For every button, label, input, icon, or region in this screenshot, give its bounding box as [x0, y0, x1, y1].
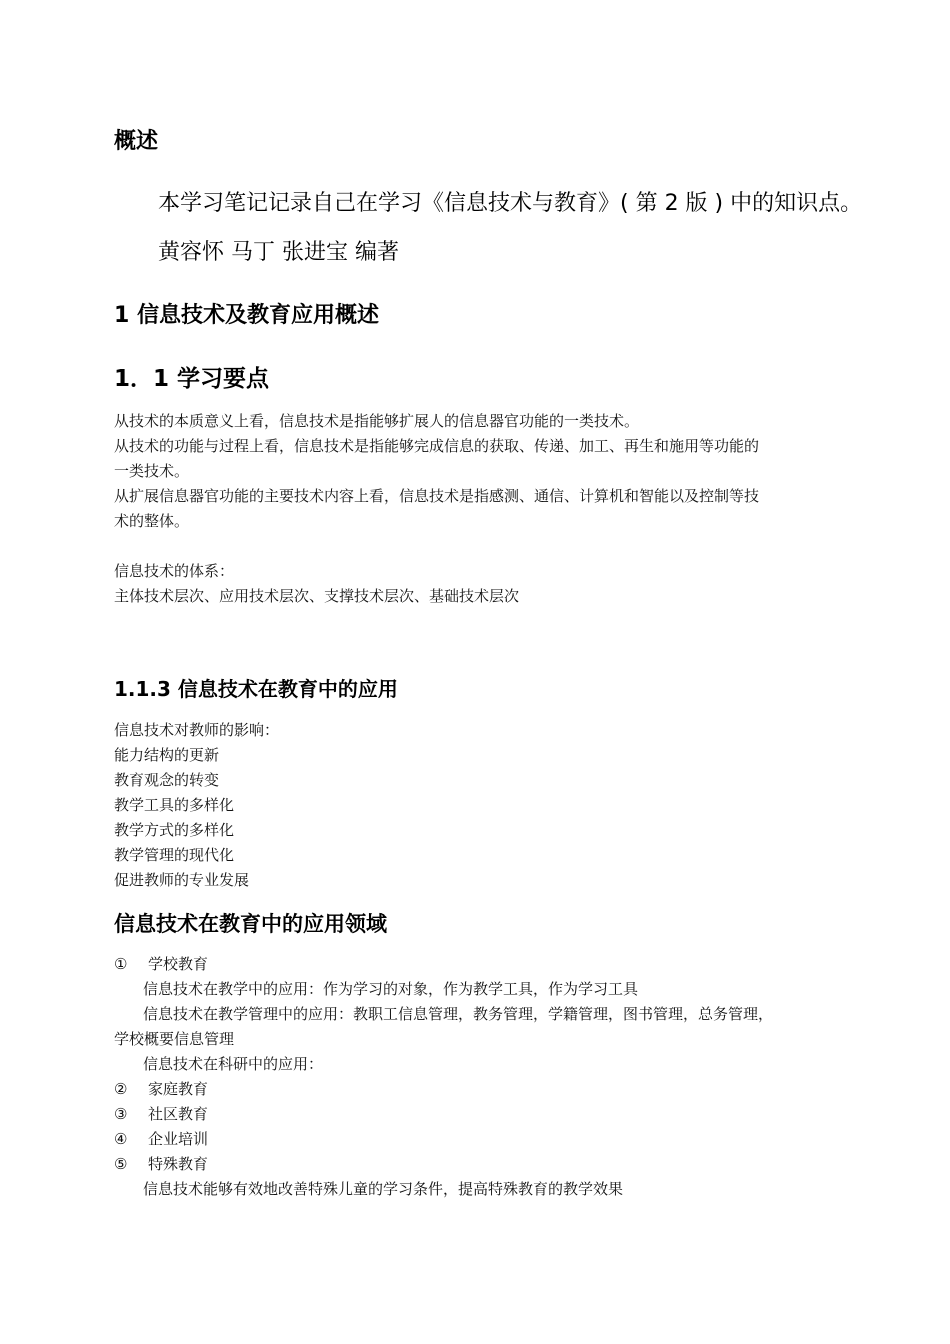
teacher-impact-item: 教育观念的转变 [114, 771, 220, 789]
teacher-impact-item: 促进教师的专业发展 [114, 871, 250, 889]
overview-intro: 本学习笔记记录自己在学习《信息技术与教育》( 第 2 版 ) 中的知识点。 [158, 191, 863, 216]
list-subitem: 信息技术能够有效地改善特殊儿童的学习条件，提高特殊教育的教学效果 [143, 1180, 624, 1198]
overview-heading: 概述 [114, 129, 159, 154]
list-subitem: 信息技术在教学管理中的应用：教职工信息管理，教务管理，学籍管理，图书管理，总务管理， [143, 1005, 774, 1023]
list-subitem-continuation: 学校概要信息管理 [114, 1030, 235, 1048]
list-item: ⑤ 特殊教育 [114, 1152, 208, 1177]
system-label: 信息技术的体系： [114, 562, 235, 580]
circled-number-4: ④ [114, 1130, 128, 1148]
section-1-1-paragraph: 术的整体。 [114, 512, 190, 530]
circled-number-2: ② [114, 1080, 128, 1098]
list-subitem: 信息技术在科研中的应用： [143, 1055, 324, 1073]
teacher-impact-item: 能力结构的更新 [114, 746, 220, 764]
circled-number-3: ③ [114, 1105, 128, 1123]
teacher-impact-item: 教学工具的多样化 [114, 796, 235, 814]
list-item: ④ 企业培训 [114, 1127, 208, 1152]
system-levels: 主体技术层次、应用技术层次、支撑技术层次、基础技术层次 [114, 587, 520, 605]
application-fields-title: 信息技术在教育中的应用领域 [114, 912, 387, 936]
chapter-1-title: 1 信息技术及教育应用概述 [114, 303, 379, 328]
section-1-1-paragraph: 从技术的本质意义上看，信息技术是指能够扩展人的信息器官功能的一类技术。 [114, 412, 640, 430]
section-1-1-title: 1．1 学习要点 [114, 366, 270, 392]
section-1-1-paragraph: 从技术的功能与过程上看，信息技术是指能够完成信息的获取、传递、加工、再生和施用等功能的 [114, 437, 760, 455]
section-1-1-paragraph: 从扩展信息器官功能的主要技术内容上看，信息技术是指感测、通信、计算机和智能以及控制等技 [114, 487, 760, 505]
list-subitem: 信息技术在教学中的应用：作为学习的对象，作为教学工具，作为学习工具 [143, 980, 639, 998]
teacher-impact-item: 教学管理的现代化 [114, 846, 235, 864]
teacher-impact-label: 信息技术对教师的影响： [114, 721, 280, 739]
section-1-1-3-title: 1.1.3 信息技术在教育中的应用 [114, 677, 398, 701]
section-1-1-paragraph: 一类技术。 [114, 462, 190, 480]
circled-number-5: ⑤ [114, 1155, 128, 1173]
list-item: ① 学校教育 [114, 952, 208, 977]
circled-number-1: ① [114, 955, 128, 973]
teacher-impact-item: 教学方式的多样化 [114, 821, 235, 839]
list-item: ② 家庭教育 [114, 1077, 208, 1102]
list-item: ③ 社区教育 [114, 1102, 208, 1127]
overview-authors: 黄容怀 马丁 张进宝 编著 [158, 240, 399, 265]
